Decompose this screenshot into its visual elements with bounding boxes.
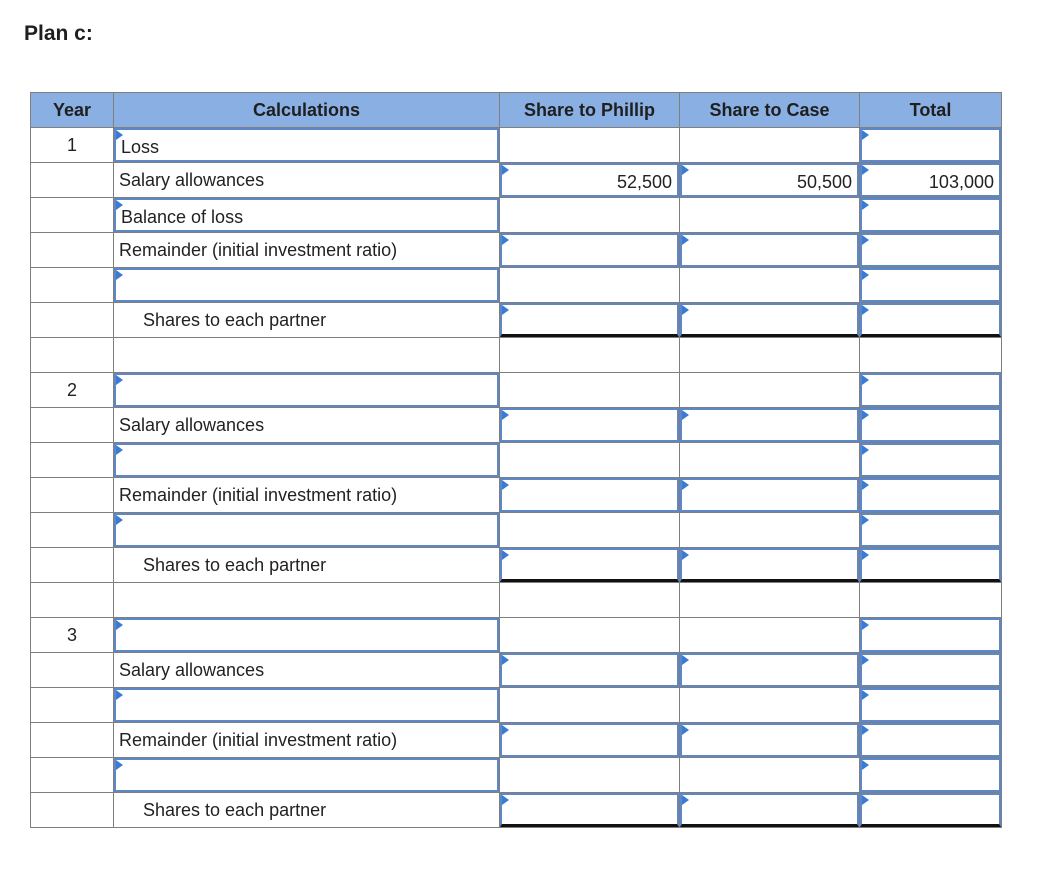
- total-field[interactable]: [860, 443, 1001, 477]
- share-case-field[interactable]: [680, 653, 859, 687]
- total-field[interactable]: [860, 548, 1001, 582]
- year-cell: [31, 513, 114, 548]
- calculation-field: [114, 303, 499, 337]
- page-title: Plan c:: [24, 22, 93, 45]
- spacer-cell: [860, 583, 1002, 618]
- header-row: [31, 93, 1002, 128]
- share-case-field: [680, 688, 859, 722]
- table-row: [31, 723, 1002, 758]
- header-calculations: Calculations: [114, 93, 500, 128]
- total-field[interactable]: [860, 478, 1001, 512]
- plan-c-table: [30, 92, 1002, 828]
- table-row: [31, 793, 1002, 828]
- share-phillip-field: [500, 513, 679, 547]
- share-phillip-field-value: 52,500: [616, 172, 672, 192]
- share-phillip-field: [500, 373, 679, 407]
- total-field[interactable]: [860, 233, 1001, 267]
- calculation-field-value: Remainder (initial investment ratio): [119, 485, 398, 505]
- year-cell: [31, 268, 114, 303]
- table-row: [31, 548, 1002, 583]
- share-case-field[interactable]: [680, 408, 859, 442]
- spacer-cell: [680, 583, 860, 618]
- calculation-field-value: Balance of loss: [121, 207, 244, 227]
- share-case-field: [680, 268, 859, 302]
- share-phillip-field: [500, 268, 679, 302]
- total-field[interactable]: [860, 723, 1001, 757]
- total-field[interactable]: [860, 163, 1001, 197]
- share-phillip-field: [500, 128, 679, 162]
- year-cell: [31, 233, 114, 268]
- calculation-field[interactable]: [114, 618, 499, 652]
- total-field[interactable]: [860, 618, 1001, 652]
- year-cell: 3: [31, 618, 114, 653]
- share-phillip-field[interactable]: [500, 653, 679, 687]
- share-phillip-field[interactable]: [500, 408, 679, 442]
- calculation-field[interactable]: [114, 688, 499, 722]
- total-field[interactable]: [860, 373, 1001, 407]
- total-field[interactable]: [860, 653, 1001, 687]
- year-cell: [31, 408, 114, 443]
- year-cell: 2: [31, 373, 114, 408]
- calculation-field: [114, 408, 499, 442]
- calculation-field: [114, 793, 499, 827]
- share-phillip-field: [500, 443, 679, 477]
- total-field[interactable]: [860, 758, 1001, 792]
- year-cell: [31, 653, 114, 688]
- calculation-field: [114, 163, 499, 197]
- share-case-field: [680, 618, 859, 652]
- calculation-field[interactable]: [114, 373, 499, 407]
- total-field[interactable]: [860, 198, 1001, 232]
- calculation-field: [114, 478, 499, 512]
- spacer-cell: [680, 338, 860, 373]
- header-share-case: Share to Case: [680, 93, 860, 128]
- share-case-field: [680, 373, 859, 407]
- year-cell: [31, 723, 114, 758]
- calculation-field[interactable]: [114, 128, 499, 162]
- calculation-field[interactable]: [114, 198, 499, 232]
- calculation-field: [114, 723, 499, 757]
- share-case-field[interactable]: [680, 303, 859, 337]
- table-row: [31, 758, 1002, 793]
- year-cell: [31, 443, 114, 478]
- calculation-field[interactable]: [114, 443, 499, 477]
- total-field[interactable]: [860, 688, 1001, 722]
- table-row: [31, 373, 1002, 408]
- calculation-field: [114, 233, 499, 267]
- header-total: Total: [860, 93, 1002, 128]
- share-case-field[interactable]: [680, 723, 859, 757]
- table-row: [31, 478, 1002, 513]
- share-case-field: [680, 513, 859, 547]
- calculation-field-value: Salary allowances: [119, 415, 265, 435]
- spacer-cell: [114, 338, 500, 373]
- table-row: [31, 408, 1002, 443]
- calculation-field-value: Salary allowances: [119, 170, 265, 190]
- share-case-field: [680, 198, 859, 232]
- table-row: [31, 688, 1002, 723]
- share-case-field[interactable]: [680, 233, 859, 267]
- share-case-field[interactable]: [680, 163, 859, 197]
- calculation-field-value: Shares to each partner: [143, 310, 327, 330]
- table-row: [31, 618, 1002, 653]
- share-phillip-field: [500, 758, 679, 792]
- header-share-phillip: Share to Phillip: [500, 93, 680, 128]
- table-row: [31, 233, 1002, 268]
- calculation-field[interactable]: [114, 513, 499, 547]
- spacer-cell: [31, 583, 114, 618]
- table-row: [31, 653, 1002, 688]
- share-case-field: [680, 128, 859, 162]
- spacer-cell: [500, 338, 680, 373]
- calculation-field[interactable]: [114, 268, 499, 302]
- share-phillip-field[interactable]: [500, 303, 679, 337]
- share-phillip-field: [500, 688, 679, 722]
- share-case-field-value: 50,500: [796, 172, 852, 192]
- table-row: [31, 198, 1002, 233]
- calculation-field-value: Salary allowances: [119, 660, 265, 680]
- share-phillip-field[interactable]: [500, 793, 679, 827]
- table-row: [31, 443, 1002, 478]
- year-cell: [31, 548, 114, 583]
- share-phillip-field: [500, 618, 679, 652]
- year-cell: 1: [31, 128, 114, 163]
- share-case-field[interactable]: [680, 793, 859, 827]
- year-cell: [31, 478, 114, 513]
- table-row: [31, 303, 1002, 338]
- spacer-cell: [860, 338, 1002, 373]
- share-case-field: [680, 758, 859, 792]
- calculation-field-value: Remainder (initial investment ratio): [119, 730, 398, 750]
- spacer-cell: [500, 583, 680, 618]
- spacer-cell: [31, 338, 114, 373]
- total-field[interactable]: [860, 513, 1001, 547]
- share-case-field: [680, 443, 859, 477]
- year-cell: [31, 793, 114, 828]
- calculation-field-value: Loss: [121, 137, 160, 157]
- year-cell: [31, 688, 114, 723]
- share-phillip-field[interactable]: [500, 233, 679, 267]
- table-row: [31, 268, 1002, 303]
- share-phillip-field[interactable]: [500, 548, 679, 582]
- year-cell: [31, 198, 114, 233]
- total-field-value: 103,000: [928, 172, 994, 192]
- calculation-field: [114, 653, 499, 687]
- table-row: [31, 163, 1002, 198]
- year-cell: [31, 758, 114, 793]
- calculation-field[interactable]: [114, 758, 499, 792]
- share-case-field[interactable]: [680, 548, 859, 582]
- total-field[interactable]: [860, 793, 1001, 827]
- share-phillip-field[interactable]: [500, 478, 679, 512]
- calculation-field-value: Shares to each partner: [143, 555, 327, 575]
- share-phillip-field[interactable]: [500, 163, 679, 197]
- year-cell: [31, 303, 114, 338]
- year-cell: [31, 163, 114, 198]
- spacer-row: [31, 583, 1002, 618]
- total-field[interactable]: [860, 128, 1001, 162]
- share-phillip-field[interactable]: [500, 723, 679, 757]
- calculation-field-value: Remainder (initial investment ratio): [119, 240, 398, 260]
- total-field[interactable]: [860, 303, 1001, 337]
- table-row: [31, 128, 1002, 163]
- total-field[interactable]: [860, 268, 1001, 302]
- spacer-row: [31, 338, 1002, 373]
- share-phillip-field: [500, 198, 679, 232]
- spacer-cell: [114, 583, 500, 618]
- total-field[interactable]: [860, 408, 1001, 442]
- header-year: Year: [31, 93, 114, 128]
- calculation-field-value: Shares to each partner: [143, 800, 327, 820]
- calculation-field: [114, 548, 499, 582]
- table-row: [31, 513, 1002, 548]
- share-case-field[interactable]: [680, 478, 859, 512]
